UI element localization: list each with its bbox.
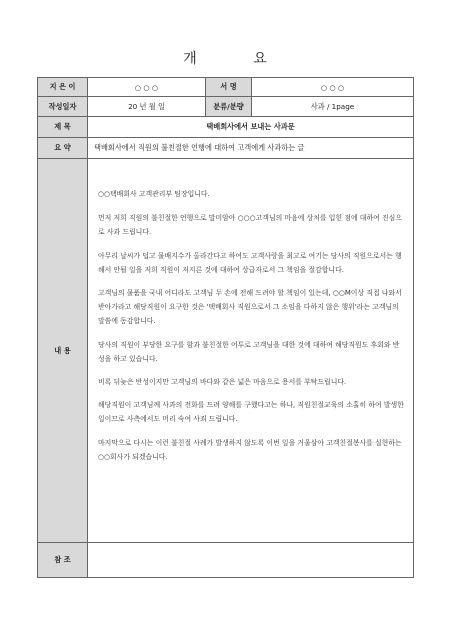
date-row (38, 97, 414, 117)
writer-value: ○ ○ ○ (88, 78, 206, 97)
reference-row (38, 543, 414, 578)
content-row (38, 159, 414, 543)
writer-row (38, 78, 414, 97)
subject-label: 제 목 (38, 117, 88, 138)
content-paragraph: 마지막으로 다시는 이런 불친절 사례가 발생하지 않도록 이번 일을 거울삼아 고객친절봉사를 실현하는 ○○회사가 되겠습니다. (98, 438, 402, 461)
reference-label: 참 조 (38, 543, 88, 578)
summary-row (38, 138, 414, 159)
signature-label: 서 명 (206, 78, 252, 97)
content-paragraph: 고객님의 물품을 국내 어디라도 고객님 두 손에 전해 드려야 할 책임이 있는데, ○○M이상 직접 나와서 받아가라고 해당직원이 요구한 것은 '택배회사 직원으로서 그 소임을 다하지 않은 행위'라는 고객님의 말씀에 동감합니다. (98, 289, 402, 326)
report-form-table (37, 77, 414, 578)
content-paragraph: 비록 뒤늦은 반성이지만 고객님의 바다와 같은 넓은 마음으로 용서를 부탁드립니다. (98, 378, 347, 387)
category-label: 분류/분량 (206, 97, 252, 117)
date-label: 작성일자 (38, 97, 88, 117)
content-body (88, 159, 414, 543)
content-label: 내 용 (38, 159, 88, 543)
document-title: 개 요 (183, 51, 293, 67)
content-paragraph: 아무리 날씨가 덥고 물배지수가 올라간다고 하여도 고객사랑을 최고로 여기는 당사의 직원으로서는 행해서 안될 일을 저희 직원이 저지른 것에 대하여 상급자로서 그 책임을 절감합니다. (98, 251, 402, 274)
category-value: 사과 / 1page (252, 97, 414, 117)
writer-label: 지 은 이 (38, 78, 88, 97)
summary-label: 요 약 (38, 138, 88, 159)
subject-value: 택배회사에서 보내는 사과문 (88, 117, 414, 138)
signature-value: ○ ○ ○ (252, 78, 414, 97)
content-paragraph: 당사의 직원이 부당한 요구를 함과 불친절한 어투로 고객님을 대한 것에 대하여 해당직원도 후회와 반성을 하고 있습니다. (98, 340, 400, 363)
content-paragraph: 먼저 저희 직원의 불친절한 언행으로 말미암아 ○○○고객님의 마음에 상처를 입힌 점에 대하여 진심으로 사과 드립니다. (98, 214, 402, 237)
date-value: 20 년 월 일 (88, 97, 206, 117)
content-paragraph: 해당직원이 고객님께 사과의 전화를 드려 양해를 구했다고는 하나, 직원친절교육의 소홀히 하여 발생한 일이므로 사측에서도 머리 숙여 사죄 드립니다. (98, 401, 404, 424)
reference-value (88, 543, 414, 578)
subject-row (38, 117, 414, 138)
summary-value: 택배회사에서 직원의 불친절한 언행에 대하여 고객에게 사과하는 글 (88, 138, 414, 159)
content-paragraph: ○○택배회사 고객관리부 팀장입니다. (98, 190, 210, 198)
